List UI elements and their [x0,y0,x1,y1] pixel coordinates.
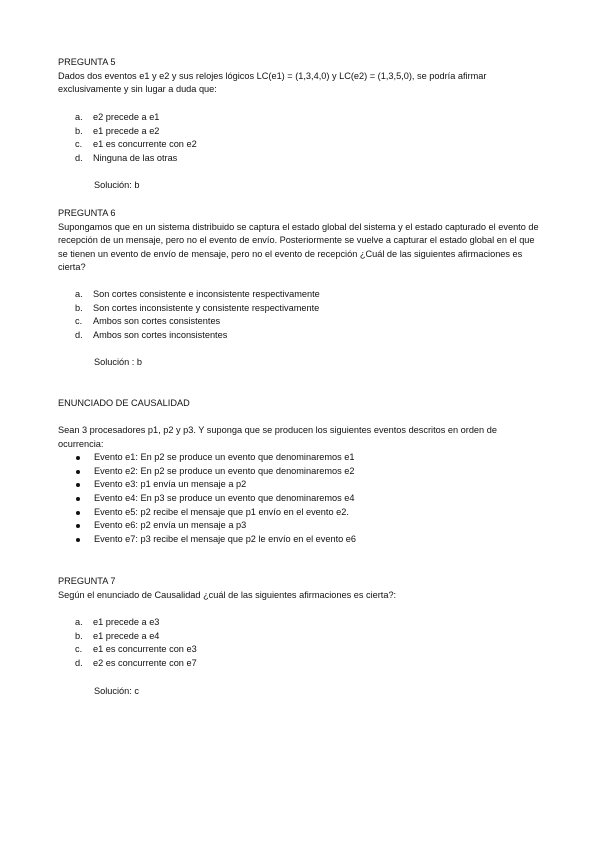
option-text: e2 precede a e1 [93,112,160,122]
event-list [58,451,544,546]
bullet-icon [76,456,80,460]
option-item [58,329,544,343]
option-marker: a. [75,617,83,627]
event-text: Evento e1: En p2 se produce un evento que denominaremos e1 [94,452,355,463]
bullet-icon [76,511,80,515]
question-7-options [58,616,544,670]
question-6 [58,207,544,275]
question-6-solution: Solución : b [94,357,143,367]
event-item [58,533,544,547]
question-6-options [58,288,544,342]
option-item [58,315,544,329]
option-item [58,616,544,630]
option-marker: c. [75,316,83,327]
causality-heading-block [58,397,544,411]
event-item [58,519,544,533]
event-text: Evento e5: p2 recibe el mensaje que p1 envío en el evento e2. [94,506,349,517]
option-marker: c. [75,644,83,655]
bullet-icon [76,470,80,474]
question-6-heading: PREGUNTA 6 [58,208,116,218]
event-item [58,492,544,506]
option-text: Son cortes consistente e inconsistente respectivamente [93,289,320,299]
option-text: e2 es concurrente con e7 [93,657,197,668]
question-6-statement: Supongamos que en un sistema distribuido se captura el estado global del sistema y el estado capturado el evento de recepción de un mensaje, pero no el evento de envío. Posteriormente se vuelve a capturar el estado global en el que se tienen un evento de envío de mensaje, pero no el evento de recepción ¿Cuál de las siguientes afirmaciones es cierta? [58,221,539,273]
event-item [58,506,544,520]
option-item [58,111,544,125]
option-text: Ambos son cortes consistentes [93,316,221,327]
causality-statement: Sean 3 procesadores p1, p2 y p3. Y suponga que se producen los siguientes eventos descritos en orden de ocurrencia: [58,425,497,449]
bullet-icon [76,483,80,487]
option-item [58,302,544,316]
event-text: Evento e2: En p2 se produce un evento que denominaremos e2 [94,465,355,476]
question-7-statement: Según el enunciado de Causalidad ¿cuál de las siguientes afirmaciones es cierta?: [58,589,397,600]
option-item [58,657,544,671]
causality-heading: ENUNCIADO DE CAUSALIDAD [58,398,190,408]
option-marker: d. [75,152,83,163]
question-7 [58,575,544,602]
option-text: e1 precede a e2 [93,125,160,136]
question-5-heading: PREGUNTA 5 [58,57,116,67]
option-text: e1 es concurrente con e2 [93,139,197,150]
question-5-solution: Solución: b [94,180,140,190]
option-marker: d. [75,329,83,340]
option-marker: b. [75,125,83,136]
causality-statement-block [58,424,544,546]
event-item [58,465,544,479]
question-7-heading: PREGUNTA 7 [58,576,116,586]
option-text: Ambos son cortes inconsistentes [93,329,228,340]
option-item [58,630,544,644]
option-marker: a. [75,289,83,299]
question-5-statement: Dados dos eventos e1 y e2 y sus relojes lógicos LC(e1) = (1,3,4,0) y LC(e2) = (1,3,5,0), se podría afirmar exclusivamente y sin lugar a duda que: [58,70,487,95]
option-marker: b. [75,630,83,641]
option-text: e1 precede a e3 [93,617,160,627]
option-text: e1 es concurrente con e3 [93,644,197,655]
option-text: Ninguna de las otras [93,152,178,163]
option-marker: d. [75,657,83,668]
bullet-icon [76,497,80,501]
bullet-icon [76,538,80,542]
option-item [58,643,544,657]
question-5-options [58,111,544,165]
event-item [58,478,544,492]
option-text: e1 precede a e4 [93,630,160,641]
option-text: Son cortes inconsistente y consistente respectivamente [93,302,320,313]
option-item [58,288,544,302]
option-marker: a. [75,112,83,122]
option-marker: b. [75,302,83,313]
option-item [58,152,544,166]
event-item [58,451,544,465]
option-item [58,125,544,139]
event-text: Evento e4: En p3 se produce un evento que denominaremos e4 [94,492,355,503]
event-text: Evento e7: p3 recibe el mensaje que p2 le envío en el evento e6 [94,533,357,544]
event-text: Evento e3: p1 envía un mensaje a p2 [94,479,247,490]
question-5 [58,56,544,97]
bullet-icon [76,524,80,528]
question-7-solution: Solución: c [94,686,139,696]
event-text: Evento e6: p2 envía un mensaje a p3 [94,520,247,531]
option-marker: c. [75,139,83,150]
option-item [58,138,544,152]
